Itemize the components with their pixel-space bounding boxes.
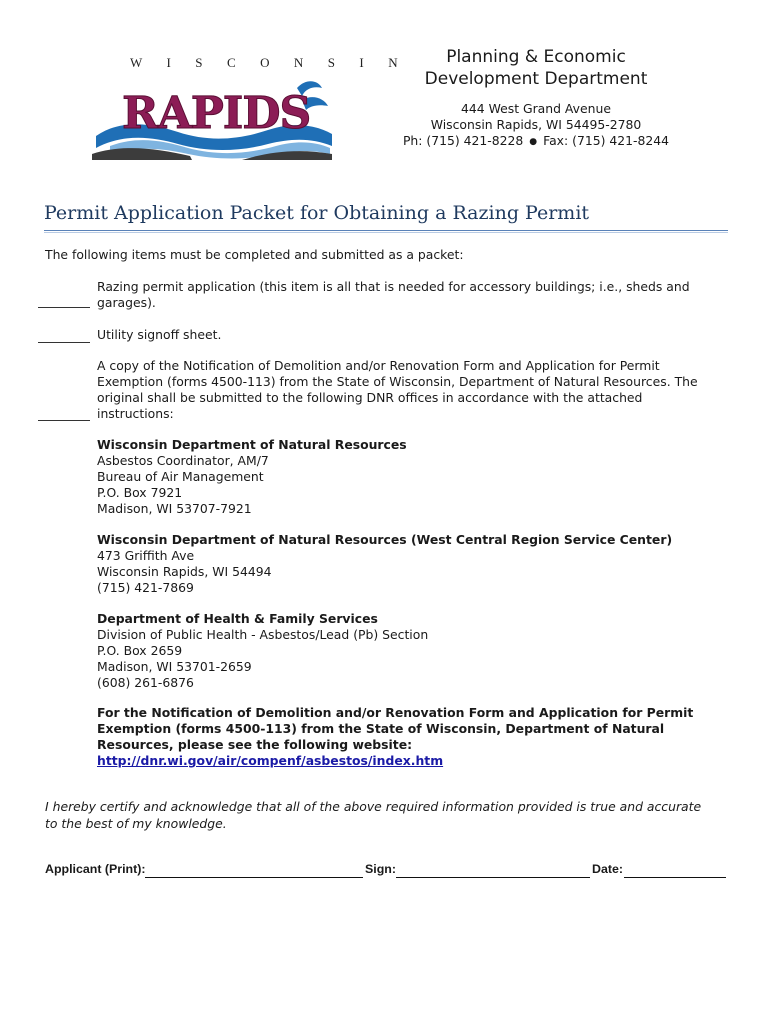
signature-row bbox=[45, 862, 735, 882]
department-name-line1: Planning & Economic bbox=[446, 47, 626, 67]
office-line: P.O. Box 2659 bbox=[97, 643, 183, 658]
website-note-line2: Exemption (forms 4500-113) from the State of Wisconsin, Department of Natural bbox=[97, 721, 665, 736]
certification-line2: to the best of my knowledge. bbox=[45, 816, 227, 831]
checklist-item-3 bbox=[97, 358, 737, 422]
certification-line1: I hereby certify and acknowledge that all of the above required information provided is true and accurate bbox=[45, 799, 702, 814]
department-fax: Fax: (715) 421-8244 bbox=[543, 133, 670, 148]
office-line: Wisconsin Rapids, WI 54494 bbox=[97, 564, 272, 579]
office-line: P.O. Box 7921 bbox=[97, 485, 183, 500]
office-line: 473 Griffith Ave bbox=[97, 548, 195, 563]
office-name: Wisconsin Department of Natural Resources (West Central Region Service Center) bbox=[97, 532, 673, 547]
city-logo bbox=[92, 52, 409, 160]
office-name: Wisconsin Department of Natural Resources bbox=[97, 437, 407, 452]
website-note-line1: For the Notification of Demolition and/or Renovation Form and Application for Permit bbox=[97, 705, 694, 720]
checklist-blank-1[interactable] bbox=[38, 307, 90, 308]
website-note bbox=[97, 705, 693, 769]
department-city: Wisconsin Rapids, WI 54495-2780 bbox=[430, 117, 642, 132]
office-line: Bureau of Air Management bbox=[97, 469, 264, 484]
office-line: Division of Public Health - Asbestos/Lead (Pb) Section bbox=[97, 627, 429, 642]
logo-artwork bbox=[92, 74, 337, 160]
office-health-family-services bbox=[97, 611, 428, 691]
applicant-print-label: Applicant (Print): bbox=[45, 862, 146, 876]
website-note-line3: Resources, please see the following website: bbox=[97, 737, 413, 752]
office-line: Madison, WI 53707-7921 bbox=[97, 501, 252, 516]
checklist-item-1-line2: garages). bbox=[97, 295, 156, 310]
office-line: Asbestos Coordinator, AM/7 bbox=[97, 453, 269, 468]
signature-field[interactable] bbox=[396, 877, 590, 878]
checklist-item-3-line2: Exemption (forms 4500-113) from the State of Wisconsin, Department of Natural Resources. The bbox=[97, 374, 698, 389]
office-line: (608) 261-6876 bbox=[97, 675, 194, 690]
logo-top-word: W I S C O N S I N bbox=[130, 55, 409, 70]
checklist-blank-3[interactable] bbox=[38, 420, 90, 421]
checklist-item-1-line1: Razing permit application (this item is all that is needed for accessory buildings; i.e., sheds and bbox=[97, 279, 690, 294]
department-name-line2: Development Department bbox=[424, 69, 648, 89]
dnr-asbestos-link[interactable]: http://dnr.wi.gov/air/compenf/asbestos/index.htm bbox=[97, 753, 444, 768]
checklist-item-3-line4: instructions: bbox=[97, 406, 174, 421]
bullet-icon: ● bbox=[529, 137, 538, 147]
checklist-item-1 bbox=[97, 279, 737, 311]
checklist-item-3-line3: original shall be submitted to the following DNR offices in accordance with the attached bbox=[97, 390, 643, 405]
department-contact bbox=[380, 133, 692, 150]
checklist-item-3-line1: A copy of the Notification of Demolition and/or Renovation Form and Application for Permit bbox=[97, 358, 660, 373]
svg-text:RAPIDS: RAPIDS bbox=[122, 88, 311, 139]
office-name: Department of Health & Family Services bbox=[97, 611, 378, 626]
title-divider bbox=[44, 230, 728, 231]
office-dnr-madison bbox=[97, 437, 407, 517]
date-label: Date: bbox=[592, 862, 623, 876]
document-title: Permit Application Packet for Obtaining a Razing Permit bbox=[44, 202, 590, 224]
checklist-item-2: Utility signoff sheet. bbox=[97, 327, 222, 342]
department-phone: Ph: (715) 421-8228 bbox=[402, 133, 524, 148]
office-line: Madison, WI 53701-2659 bbox=[97, 659, 252, 674]
title-divider-shadow bbox=[44, 232, 728, 233]
intro-text: The following items must be completed and submitted as a packet: bbox=[45, 247, 464, 262]
office-line: (715) 421-7869 bbox=[97, 580, 194, 595]
office-dnr-west-central bbox=[97, 532, 672, 596]
checklist-blank-2[interactable] bbox=[38, 342, 90, 343]
certification-statement bbox=[45, 798, 735, 832]
sign-label: Sign: bbox=[365, 862, 396, 876]
department-address: 444 West Grand Avenue bbox=[461, 101, 611, 116]
date-field[interactable] bbox=[624, 877, 726, 878]
applicant-print-field[interactable] bbox=[145, 877, 363, 878]
department-header bbox=[380, 46, 692, 150]
